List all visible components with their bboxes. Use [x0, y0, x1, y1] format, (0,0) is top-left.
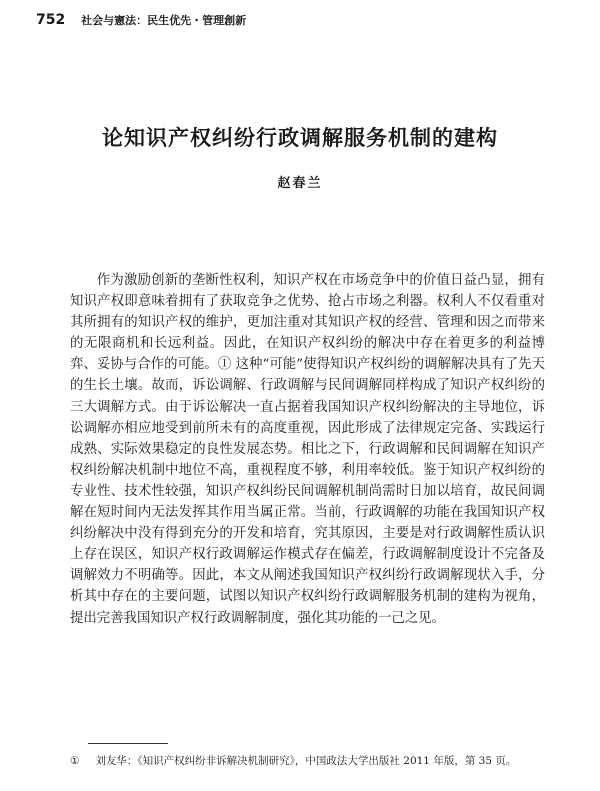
footnote-marker: ①	[70, 755, 80, 767]
running-header	[36, 12, 246, 28]
footnote-divider	[88, 743, 168, 744]
article-title: 论知识产权纠纷行政调解服务机制的建构	[102, 125, 498, 150]
article-author: 赵春兰	[277, 176, 323, 191]
body-paragraph: 作为激励创新的垄断性权利，知识产权在市场竞争中的价值日益凸显，拥有知识产权即意味着拥有了获取竞争之优势、抢占市场之利器。权利人不仅看重对其所拥有的知识产权的维护，更加注重对其知识产权的经营、管理和因之而带来的无限商机和长远利益。因此，在知识产权纠纷的解决中存在着更多的利益博弈、妥协与合作的可能。① 这种“可能”使得知识产权纠纷的调解解决具有了先天的生长土壤。故而，诉讼调解、行政调解与民间调解同样构成了知识产权纠纷的三大调解方式。由于诉讼解决一直占据着我国知识产权纠纷解决的主导地位，诉讼调解亦相应地受到前所未有的高度重视，因此形成了法律规定完备、实践运行成熟、实际效果稳定的良性发展态势。相比之下，行政调解和民间调解在知识产权纠纷解决机制中地位不高，重视程度不够，利用率较低。鉴于知识产权纠纷的专业性、技术性较强，知识产权纠纷民间调解机制尚需时日加以培育，故民间调解在短时间内无法发挥其作用当属正常。当前，行政调解的功能在我国知识产权纠纷解决中没有得到充分的开发和培育，究其原因，主要是对行政调解性质认识上存在误区，知识产权行政调解运作模式存在偏差，行政调解制度设计不完备及调解效力不明确等。因此，本文从阐述我国知识产权纠纷行政调解现状入手，分析其中存在的主要问题，试图以知识产权纠纷行政调解服务机制的建构为视角，提出完善我国知识产权行政调解制度，强化其功能的一己之见。	[70, 273, 545, 626]
footnote-text: 刘友华：《知识产权纠纷非诉解决机制研究》，中国政法大学出版社 2011 年版，第 35 页。	[95, 755, 517, 767]
page-number: 752	[36, 12, 66, 28]
footnote	[70, 753, 560, 768]
running-title: 社会与憲法：民生优先・管理創新	[81, 14, 247, 27]
